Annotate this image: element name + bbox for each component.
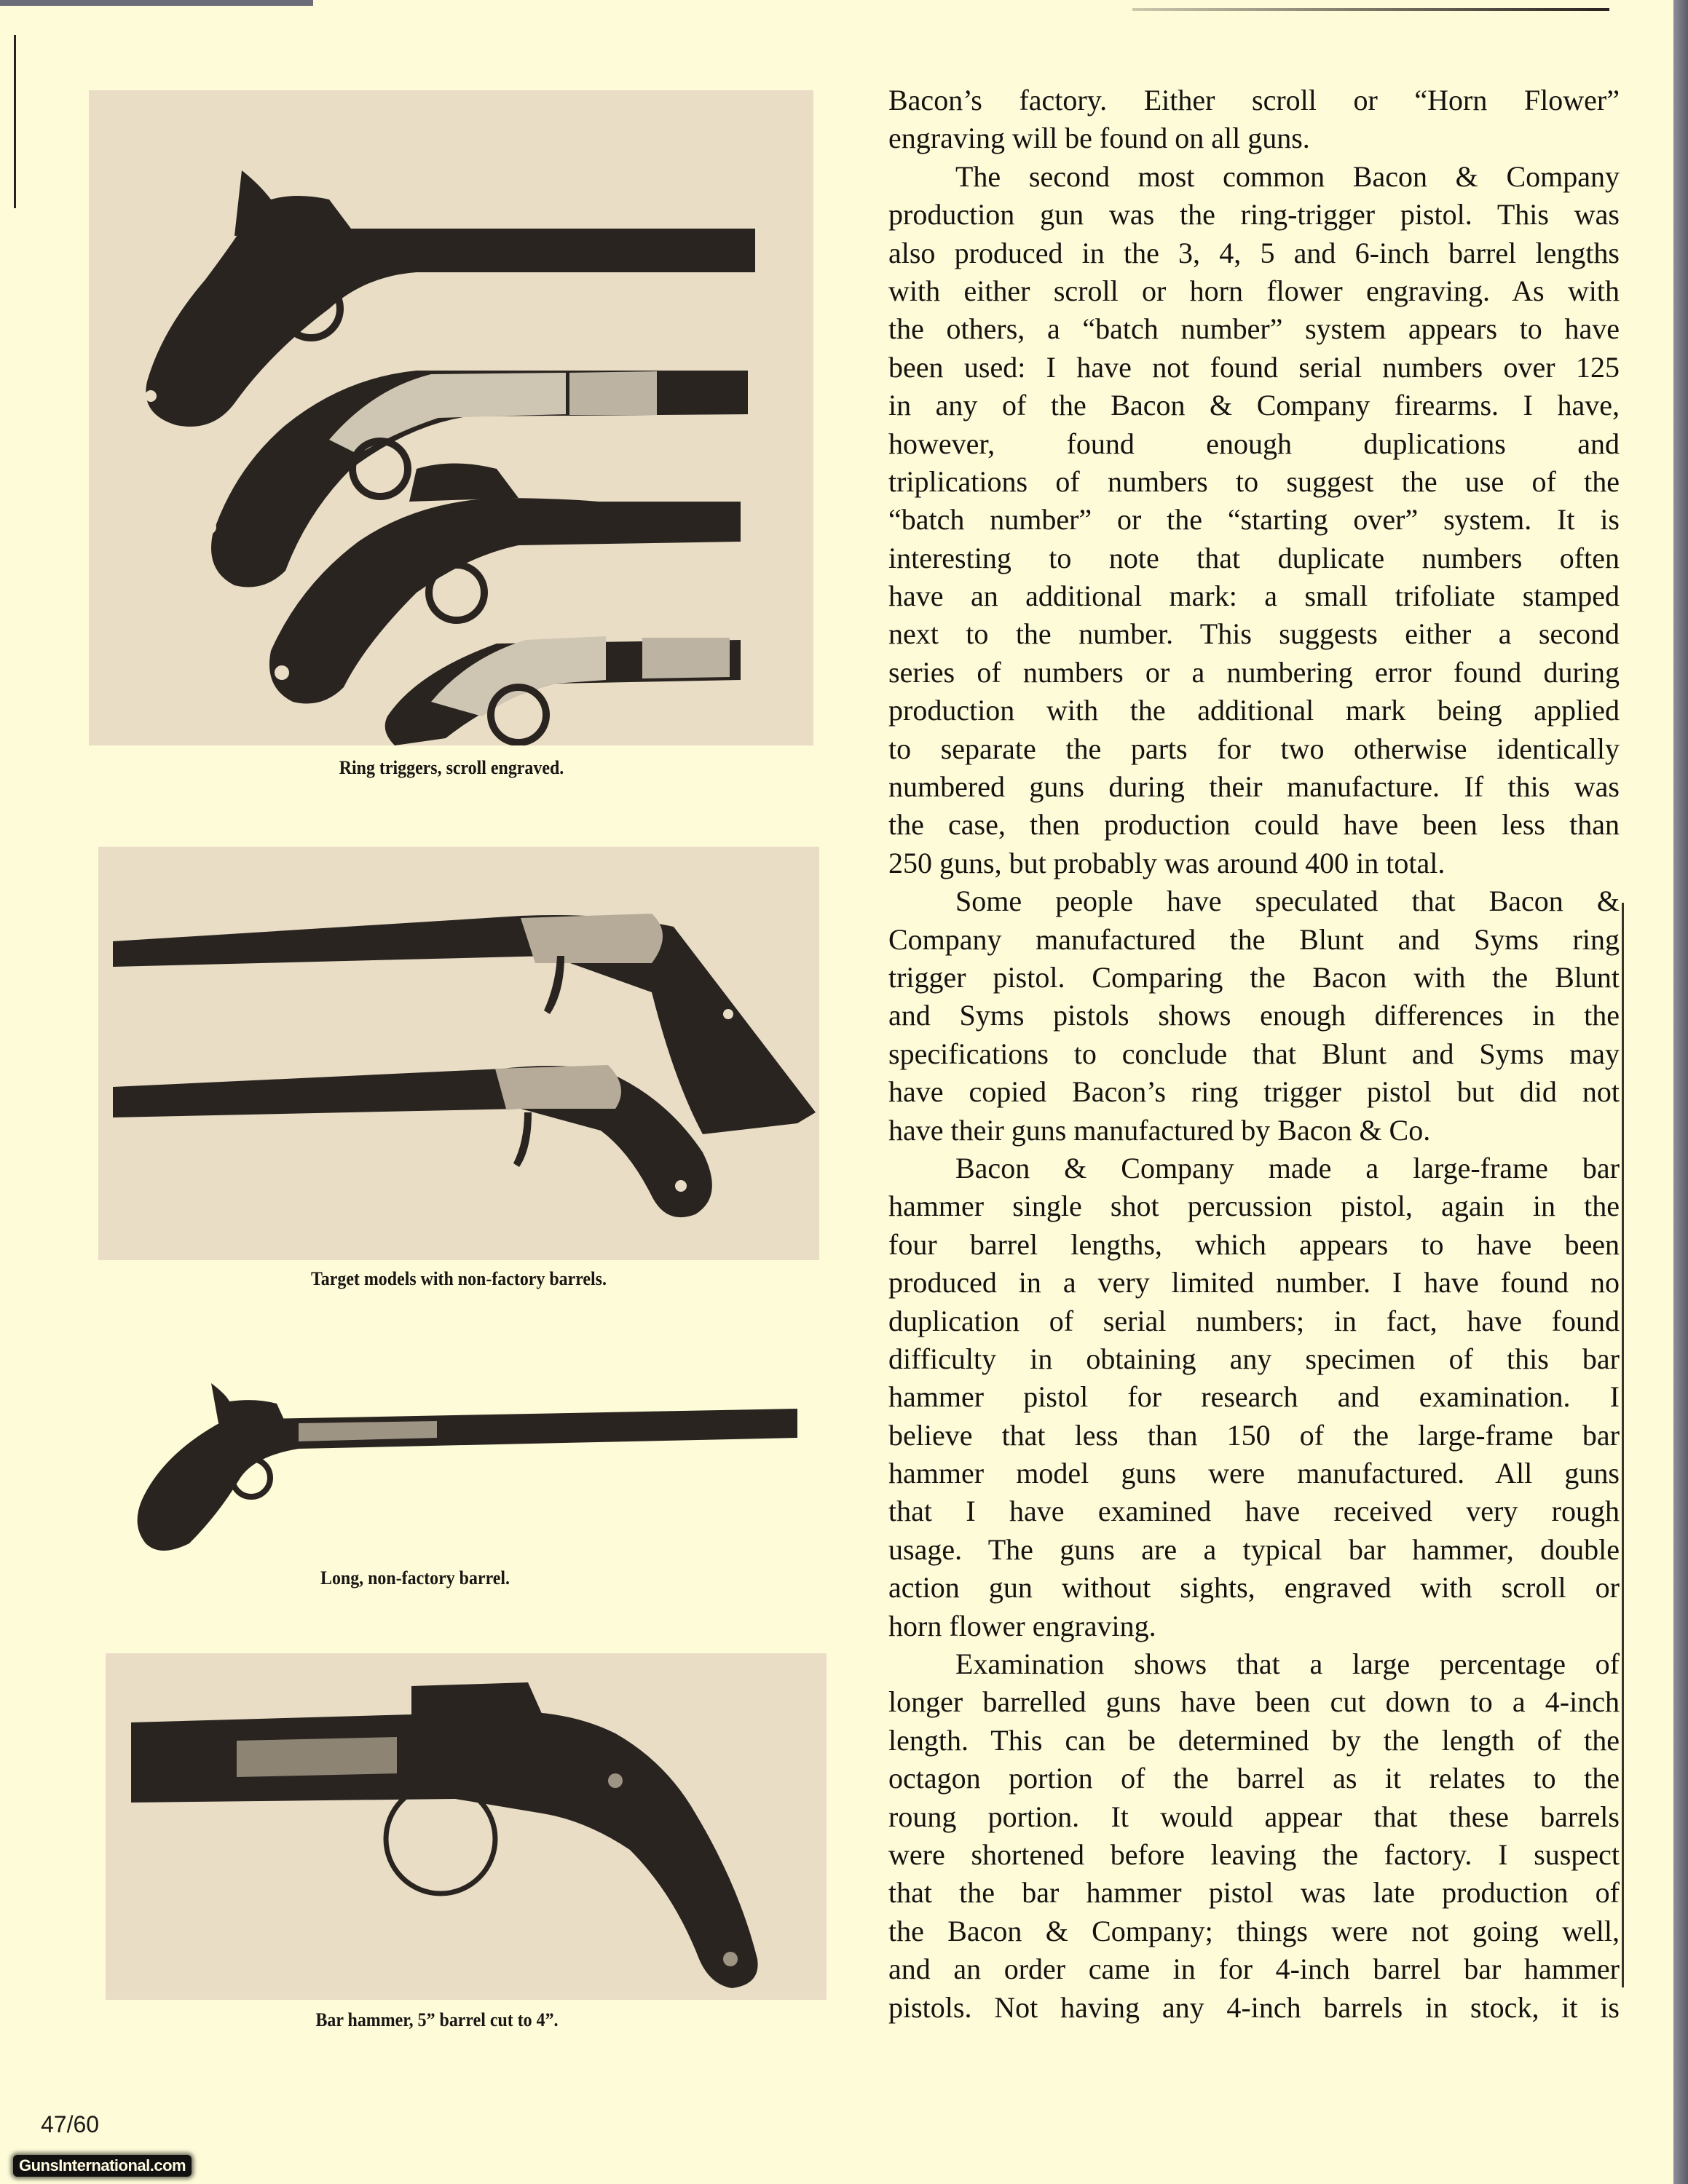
photo-long-barrel-pistol bbox=[109, 1369, 808, 1558]
body-line: series of numbers or a numbering error found during bbox=[888, 655, 1620, 689]
body-line: next to the number. This suggests either a second bbox=[888, 617, 1620, 651]
pistol-2-barrel-band bbox=[569, 371, 657, 415]
long-barrel-pistol-hammer bbox=[211, 1383, 284, 1423]
target-models-illustration bbox=[98, 847, 819, 1260]
bar-hammer-pistol-ring-trigger bbox=[386, 1784, 495, 1894]
body-text-column bbox=[888, 82, 1620, 2027]
body-line: hammer single shot percussion pistol, again in the bbox=[888, 1190, 1620, 1223]
body-line: length. This can be determined by the length of the bbox=[888, 1723, 1620, 1757]
long-barrel-pistol bbox=[138, 1409, 797, 1551]
body-line: however, found enough duplications and bbox=[888, 427, 1620, 460]
body-line: have copied Bacon’s ring trigger pistol but did not bbox=[888, 1075, 1620, 1109]
photo-target-models bbox=[98, 847, 819, 1260]
pistol-3-ring-trigger bbox=[429, 565, 484, 620]
body-line: engraving will be found on all guns. bbox=[888, 122, 1310, 155]
body-line: production with the additional mark being applied bbox=[888, 694, 1620, 727]
body-line: the Bacon & Company; things were not going well, bbox=[888, 1914, 1620, 1947]
body-line: hammer model guns were manufactured. All guns bbox=[888, 1457, 1620, 1490]
caption-figure-1: Ring triggers, scroll engraved. bbox=[339, 757, 564, 778]
caption-figure-4: Bar hammer, 5” barrel cut to 4”. bbox=[315, 2009, 559, 2030]
body-line: triplications of numbers to suggest the use of the bbox=[888, 464, 1620, 498]
body-line: usage. The guns are a typical bar hammer, double bbox=[888, 1532, 1620, 1566]
body-line: believe that less than 150 of the large-frame bar bbox=[888, 1418, 1620, 1452]
caption-figure-2: Target models with non-factory barrels. bbox=[311, 1268, 607, 1289]
bar-hammer-pistol-illustration bbox=[106, 1653, 827, 2000]
pistol-4-barrel-band bbox=[642, 638, 730, 678]
body-line: in any of the Bacon & Company firearms. I have, bbox=[888, 389, 1620, 422]
body-line: that the bar hammer pistol was late production of bbox=[888, 1876, 1620, 1910]
page-number: 47/60 bbox=[41, 2111, 100, 2137]
body-line: octagon portion of the barrel as it relates to the bbox=[888, 1762, 1620, 1795]
body-line: action gun without sights, engraved with scroll or bbox=[888, 1571, 1620, 1605]
long-barrel-pistol-illustration bbox=[109, 1369, 808, 1558]
body-line: been used: I have not found serial numbers over 125 bbox=[888, 350, 1620, 384]
body-line: roung portion. It would appear that these barrels bbox=[888, 1800, 1620, 1833]
target-pistol-2-frame bbox=[495, 1065, 621, 1109]
top-rule bbox=[1132, 8, 1609, 11]
body-line: 250 guns, but probably was around 400 in total. bbox=[888, 846, 1446, 879]
pistol-2-ring-trigger bbox=[352, 441, 408, 496]
body-line: and Syms pistols shows enough differences in the bbox=[888, 999, 1620, 1032]
paragraph-start: Examination shows that a large percentage of bbox=[955, 1647, 1620, 1681]
photo-ring-trigger-pistols bbox=[89, 90, 813, 745]
body-line: have an additional mark: a small trifoliate stamped bbox=[888, 579, 1620, 613]
paragraph-start: Bacon & Company made a large-frame bar bbox=[955, 1151, 1620, 1184]
body-line: longer barrelled guns have been cut down to a 4-inch bbox=[888, 1685, 1620, 1719]
target-pistol-1-trigger bbox=[544, 956, 564, 1014]
ring-trigger-pistols-illustration bbox=[89, 90, 813, 745]
body-line: Bacon’s factory. Either scroll or “Horn Flower” bbox=[888, 84, 1620, 116]
body-line: also produced in the 3, 4, 5 and 6-inch barrel lengths bbox=[888, 236, 1620, 269]
paragraph-start: Some people have speculated that Bacon & bbox=[955, 885, 1620, 918]
target-pistol-2-trigger bbox=[513, 1112, 532, 1167]
body-line: to separate the parts for two otherwise identically bbox=[888, 732, 1620, 765]
body-line: four barrel lengths, which appears to have been bbox=[888, 1227, 1620, 1261]
body-line: duplication of serial numbers; in fact, have found bbox=[888, 1304, 1620, 1337]
pistol-1-hammer bbox=[234, 170, 351, 236]
body-line: “batch number” or the “starting over” system. It is bbox=[888, 503, 1620, 537]
body-line: produced in a very limited number. I have found no bbox=[888, 1266, 1620, 1299]
watermark-logo: GunsInternational.com bbox=[13, 2155, 192, 2177]
bar-hammer-pistol bbox=[131, 1712, 758, 1988]
right-margin-rule bbox=[1622, 903, 1624, 1987]
paragraph-start: The second most common Bacon & Company bbox=[955, 159, 1620, 193]
body-line: difficulty in obtaining any specimen of this bar bbox=[888, 1342, 1620, 1375]
body-line: production gun was the ring-trigger pistol. This was bbox=[888, 198, 1620, 232]
body-line: with either scroll or horn flower engraving. As with bbox=[888, 274, 1620, 307]
pistol-3-hammer bbox=[409, 464, 518, 502]
body-line: the case, then production could have been less than bbox=[888, 808, 1620, 842]
target-pistol-2 bbox=[113, 1066, 712, 1217]
body-line: pistols. Not having any 4-inch barrels in stock, it is bbox=[888, 1990, 1620, 2024]
body-line: specifications to conclude that Blunt and Syms may bbox=[888, 1037, 1620, 1070]
body-line: horn flower engraving. bbox=[888, 1609, 1156, 1642]
scan-edge-right bbox=[1673, 0, 1688, 2184]
body-line: have their guns manufactured by Bacon & Co. bbox=[888, 1113, 1431, 1147]
bar-hammer-pistol-band bbox=[237, 1737, 397, 1777]
photo-bar-hammer-pistol bbox=[106, 1653, 827, 2000]
body-line: Company manufactured the Blunt and Syms ring bbox=[888, 922, 1620, 956]
body-line: trigger pistol. Comparing the Bacon with the Blunt bbox=[888, 960, 1620, 994]
body-line: numbered guns during their manufacture. If this was bbox=[888, 770, 1620, 804]
body-line: were shortened before leaving the factory. I suspect bbox=[888, 1837, 1620, 1871]
caption-figure-3: Long, non-factory barrel. bbox=[320, 1567, 510, 1588]
body-line: the others, a “batch number” system appears to have bbox=[888, 312, 1620, 346]
pistol-4-frame bbox=[431, 636, 606, 716]
body-line: that I have examined have received very rough bbox=[888, 1495, 1620, 1528]
left-margin-rule bbox=[14, 35, 16, 208]
bar-hammer-pistol-top bbox=[411, 1682, 543, 1719]
body-line: interesting to note that duplicate numbers often bbox=[888, 541, 1620, 574]
scan-edge-top bbox=[0, 0, 313, 6]
body-line: and an order came in for 4-inch barrel bar hammer bbox=[888, 1952, 1620, 1986]
body-line: hammer pistol for research and examination. I bbox=[888, 1380, 1620, 1414]
target-pistol-1-frame bbox=[521, 914, 663, 963]
